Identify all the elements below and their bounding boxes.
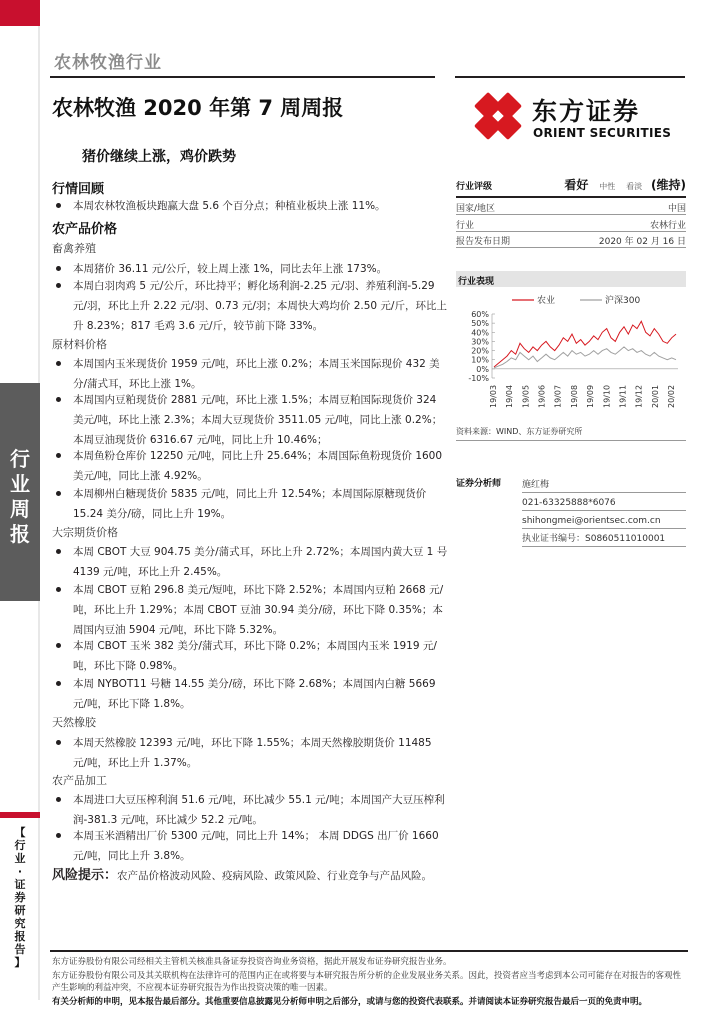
logo-name-cn: 东方证券: [532, 97, 641, 126]
x-tick-label: 19/08: [569, 384, 579, 408]
list-item: 本周天然橡胶 12393 元/吨，环比下降 1.55%；本周天然橡胶期货价 11485 元/吨，环比上升 1.37%。: [56, 733, 448, 773]
info-row: 国家/地区 中国: [456, 204, 686, 214]
side-category-char: 】: [14, 956, 26, 969]
list-item: 本周 CBOT 大豆 904.75 美分/蒲式耳，环比上升 2.72%；本周国内黄大豆 1 号 4139 元/吨，环比上升 2.45%。: [56, 542, 448, 582]
footer-rule: [50, 950, 688, 952]
side-category-char: ·: [17, 865, 23, 878]
chart-source: 资料来源：WIND、东方证券研究所: [456, 427, 583, 436]
logo-name-en: ORIENT SECURITIES: [533, 126, 672, 140]
x-tick-label: 20/01: [650, 384, 660, 408]
rating-row: 行业评级 看好 中性 看淡 (维持): [456, 178, 686, 192]
info-rule: [456, 231, 686, 232]
side-category-char: 究: [14, 917, 26, 930]
list-item: 本周白羽肉鸡 5 元/公斤，环比持平；孵化场利润-2.25 元/羽、养殖利润-5.29 元/羽，环比上升 2.22 元/羽、0.73 元/羽；本周快大鸡均价 2.50 元/斤，环比上升 8.23%；817 毛鸡 3.6 元/斤，较节前下降 33%。: [56, 276, 448, 336]
side-top-red-bar: [0, 0, 40, 26]
x-tick-label: 19/09: [586, 384, 596, 408]
orient-logo-icon: [470, 88, 526, 144]
legend-label: 农业: [537, 296, 556, 306]
sector-name: 农林牧渔行业: [54, 53, 162, 73]
analyst-email: shihongmei@orientsec.com.cn: [522, 516, 661, 526]
y-tick-label: 10%: [471, 355, 489, 365]
y-tick-label: 40%: [471, 328, 489, 338]
y-tick-label: 0%: [476, 364, 489, 374]
list-item: 本周国内玉米现货价 1959 元/吨，环比上涨 0.2%；本周玉米国际现价 432 美分/蒲式耳，环比上涨 1%。: [56, 354, 448, 394]
x-tick-label: 19/03: [489, 384, 498, 408]
footer-disclaimer-1: 东方证券股份有限公司经相关主管机关核准具备证券投资咨询业务资格，据此开展发布证券研究报告业务。: [52, 957, 452, 967]
x-tick-label: 19/12: [634, 384, 644, 408]
series-line: [494, 347, 676, 368]
section-title-prices: 农产品价格: [52, 222, 118, 237]
list-item: 本周 CBOT 豆粕 296.8 美元/短吨，环比下降 2.52%；本周国内豆粕 2668 元/吨，环比上升 1.29%；本周 CBOT 豆油 30.94 美分/磅，环比下降 0.35%；本周国内豆油 5904 元/吨，环比下降 5.32%。: [56, 580, 448, 640]
header-rule-right: [455, 76, 685, 78]
side-category-text: [12, 826, 28, 969]
list-item: 本周鱼粉仓库价 12250 元/吨，同比上升 25.64%；本周国际鱼粉现货价 1600 美元/吨，同比上涨 4.92%。: [56, 446, 448, 486]
footer-disclaimer-2: 东方证券股份有限公司及其关联机构在法律许可的范围内正在或将要与本研究报告所分析的企业发展业务关系。因此，投资者应当考虑到本公司可能存在对报告的客观性产生影响的利益冲突，不应视本证券研究报告为作出投资决策的唯一因素。: [52, 971, 682, 993]
analyst-rule: [522, 510, 686, 511]
x-tick-label: 19/06: [537, 384, 547, 408]
subsection-livestock: 畜禽养殖: [52, 242, 96, 255]
y-tick-label: 30%: [471, 337, 489, 347]
analyst-name: 施红梅: [522, 480, 550, 490]
analyst-block: 证券分析师 施红梅 021-63325888*6076 shihongmei@orientsec.com.cn 执业证书编号：S0860511010001: [456, 476, 686, 548]
info-row: 行业 农林行业: [456, 221, 686, 231]
list-item: 本周 NYBOT11 号糖 14.55 美分/磅，环比下降 2.68%；本周国内白糖 5669 元/吨，环比下降 1.8%。: [56, 674, 448, 714]
list-item: 本周玉米酒精出厂价 5300 元/吨，同比上升 14%； 本周 DDGS 出厂价 1660 元/吨，同比上升 3.8%。: [56, 826, 448, 866]
side-category-char: 券: [14, 891, 26, 904]
footer-disclaimer-3: 有关分析师的申明，见本报告最后部分。其他重要信息披露见分析师申明之后部分，或请与您的投资代表联系。并请阅读本证券研究报告最后一页的免责申明。: [52, 997, 648, 1007]
industry-performance-chart: [456, 290, 686, 420]
report-title: 农林牧渔 2020 年第 7 周周报: [52, 96, 344, 120]
subsection-futures: 大宗期货价格: [52, 526, 118, 539]
y-tick-label: 50%: [471, 319, 489, 329]
side-category-char: 研: [14, 904, 26, 917]
series-line: [494, 321, 676, 367]
side-category-char: 告: [14, 943, 26, 956]
info-row: 报告发布日期 2020 年 02 月 16 日: [456, 237, 686, 247]
chart-rule: [456, 440, 686, 441]
list-item: 本周农林牧渔板块跑赢大盘 5.6 个百分点；种植业板块上涨 11%。: [56, 196, 448, 216]
subsection-processing: 农产品加工: [52, 774, 107, 787]
y-tick-label: 60%: [471, 310, 489, 319]
info-rule: [456, 214, 686, 215]
x-tick-label: 19/07: [553, 384, 563, 408]
chart-title-bar: [456, 271, 686, 287]
risk-warning: 风险提示：农产品价格波动风险、疫病风险、政策风险、行业竞争与产品风险。: [52, 868, 433, 883]
x-tick-label: 20/02: [667, 384, 676, 408]
list-item: 本周进口大豆压榨利润 51.6 元/吨，环比减少 55.1 元/吨；本周国产大豆压榨利润-381.3 元/吨，环比减少 52.2 元/吨。: [56, 790, 448, 830]
list-item: 本周 CBOT 玉米 382 美分/蒲式耳，环比下降 0.2%；本周国内玉米 1919 元/吨，环比下降 0.98%。: [56, 636, 448, 676]
legend-label: 沪深300: [605, 296, 641, 306]
chart-title: 行业表现: [458, 277, 495, 287]
rating-rule: [456, 196, 686, 198]
header-rule: [50, 76, 435, 78]
analyst-rule: [522, 546, 686, 547]
side-category-char: 证: [14, 878, 26, 891]
side-category-char: 业: [14, 852, 26, 865]
y-tick-label: -10%: [468, 374, 489, 383]
x-tick-label: 19/04: [505, 384, 515, 408]
subsection-rubber: 天然橡胶: [52, 716, 96, 729]
y-tick-label: 20%: [471, 346, 489, 356]
analyst-phone: 021-63325888*6076: [522, 498, 616, 508]
list-item: 本周国内豆粕现货价 2881 元/吨，环比上涨 1.5%；本周豆粕国际现货价 324 美元/吨，环比上涨 2.3%；本周大豆现货价 3511.05 元/吨，同比上涨 0.2%；本周豆油现货价 6316.67 元/吨，同比上升 10.46%；: [56, 390, 448, 450]
list-item: 本周猪价 36.11 元/公斤，较上周上涨 1%，同比去年上涨 173%。: [56, 259, 448, 279]
side-category-char: 行: [14, 839, 26, 852]
side-category-char: 报: [14, 930, 26, 943]
analyst-rule: [522, 492, 686, 493]
info-rule: [456, 247, 686, 248]
analyst-license: 执业证书编号：S0860511010001: [522, 534, 666, 544]
subsection-raw: 原材料价格: [52, 338, 107, 351]
x-tick-label: 19/10: [602, 384, 612, 408]
side-report-type-text: 行 业 周 报: [10, 447, 30, 546]
analyst-rule: [522, 528, 686, 529]
side-bottom-red-bar: [0, 812, 40, 818]
list-item: 本周柳州白糖现货价 5835 元/吨，同比上升 12.54%；本周国际原糖现货价 15.24 美分/磅，同比上升 19%。: [56, 484, 448, 524]
section-title-review: 行情回顾: [52, 182, 105, 197]
side-category-char: 【: [14, 826, 26, 839]
x-tick-label: 19/11: [618, 384, 628, 408]
report-subtitle: 猪价继续上涨，鸡价跌势: [82, 149, 236, 165]
x-tick-label: 19/05: [521, 384, 531, 408]
